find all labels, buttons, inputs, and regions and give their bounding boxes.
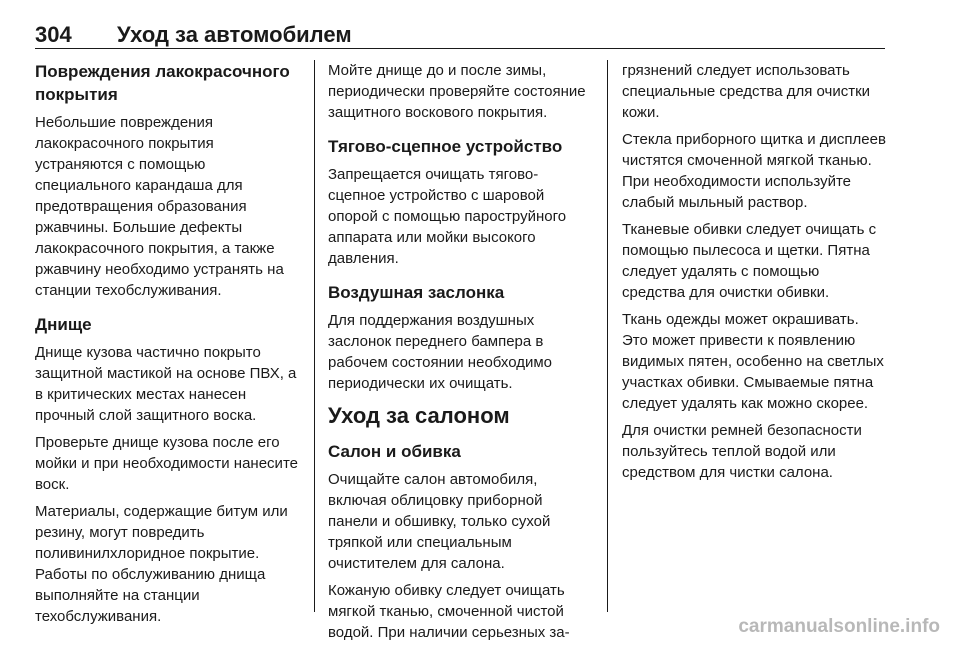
page-header xyxy=(35,0,885,50)
column-1 xyxy=(35,60,300,633)
paragraph-underbody-3: Материалы, содержащие битум или резину, могут повредить поливинилхлоридное покрытие. Работы по обслуживанию днища выполняйте на станции техобслуживания. xyxy=(35,503,288,625)
watermark: carmanualsonline.info xyxy=(738,616,940,637)
heading-towbar: Тягово-сцепное устройство xyxy=(328,137,563,156)
paragraph-interior-1: Очищайте салон автомобиля, включая облицовку приборной панели и обшивку, только сухой тряпкой или специальным очистителем для салона. xyxy=(328,471,551,572)
heading-paint-damage: Повреждения лакокрасочного покрытия xyxy=(35,62,290,104)
paragraph-air-flap: Для поддержания воздушных заслонок переднего бампера в рабочем состоянии необходимо периодически их очищать. xyxy=(328,312,553,392)
column-2 xyxy=(328,60,590,649)
heading-interior-care: Уход за салоном xyxy=(328,403,510,428)
heading-underbody: Днище xyxy=(35,315,92,334)
heading-interior-upholstery: Салон и обивка xyxy=(328,442,461,461)
chapter-title: Уход за автомобилем xyxy=(117,22,352,47)
paragraph-fabric: Тканевые обивки следует очищать с помощью пылесоса и щетки. Пятна следует удалять с помощью средства для очистки обивки. xyxy=(622,221,877,301)
paragraph-underbody-wash: Мойте днище до и после зимы, периодически проверяйте состояние защитного воскового покрытия. xyxy=(328,62,586,121)
page-number: 304 xyxy=(35,22,72,47)
column-divider-1 xyxy=(314,60,315,612)
paragraph-leather-cont: грязнений следует использовать специальные средства для очистки кожи. xyxy=(622,62,871,121)
paragraph-interior-2: Кожаную обивку следует очищать мягкой тканью, смоченной чистой водой. При наличии серьезных за- xyxy=(328,582,570,641)
heading-air-flap: Воздушная заслонка xyxy=(328,283,505,302)
paragraph-paint-damage: Небольшие повреждения лакокрасочного покрытия устраняются с помощью специального карандаша для предотвращения образования ржавчины. Большие дефекты лакокрасочного покрытия, а также ржавчину необходимо устранять на станции техобслуживания. xyxy=(35,114,284,299)
paragraph-displays: Стекла приборного щитка и дисплеев чистятся смоченной мягкой тканью. При необходимости используйте слабый мыльный раствор. xyxy=(622,131,886,211)
column-divider-2 xyxy=(607,60,608,612)
header-divider xyxy=(35,48,885,49)
paragraph-clothing-dye: Ткань одежды может окрашивать. Это может привести к появлению видимых пятен, особенно на светлых участках обивки. Смываемые пятна следует удалять как можно скорее. xyxy=(622,311,884,412)
paragraph-towbar: Запрещается очищать тягово-сцепное устройство с шаровой опорой с помощью пароструйного аппарата или мойки высокого давления. xyxy=(328,166,567,267)
column-3 xyxy=(622,60,886,489)
paragraph-underbody-2: Проверьте днище кузова после его мойки и при необходимости нанесите воск. xyxy=(35,434,298,493)
paragraph-seatbelts: Для очистки ремней безопасности пользуйтесь теплой водой или средством для чистки салона. xyxy=(622,422,862,481)
paragraph-underbody-1: Днище кузова частично покрыто защитной мастикой на основе ПВХ, а в критических местах нанесен прочный слой защитного воска. xyxy=(35,344,297,424)
